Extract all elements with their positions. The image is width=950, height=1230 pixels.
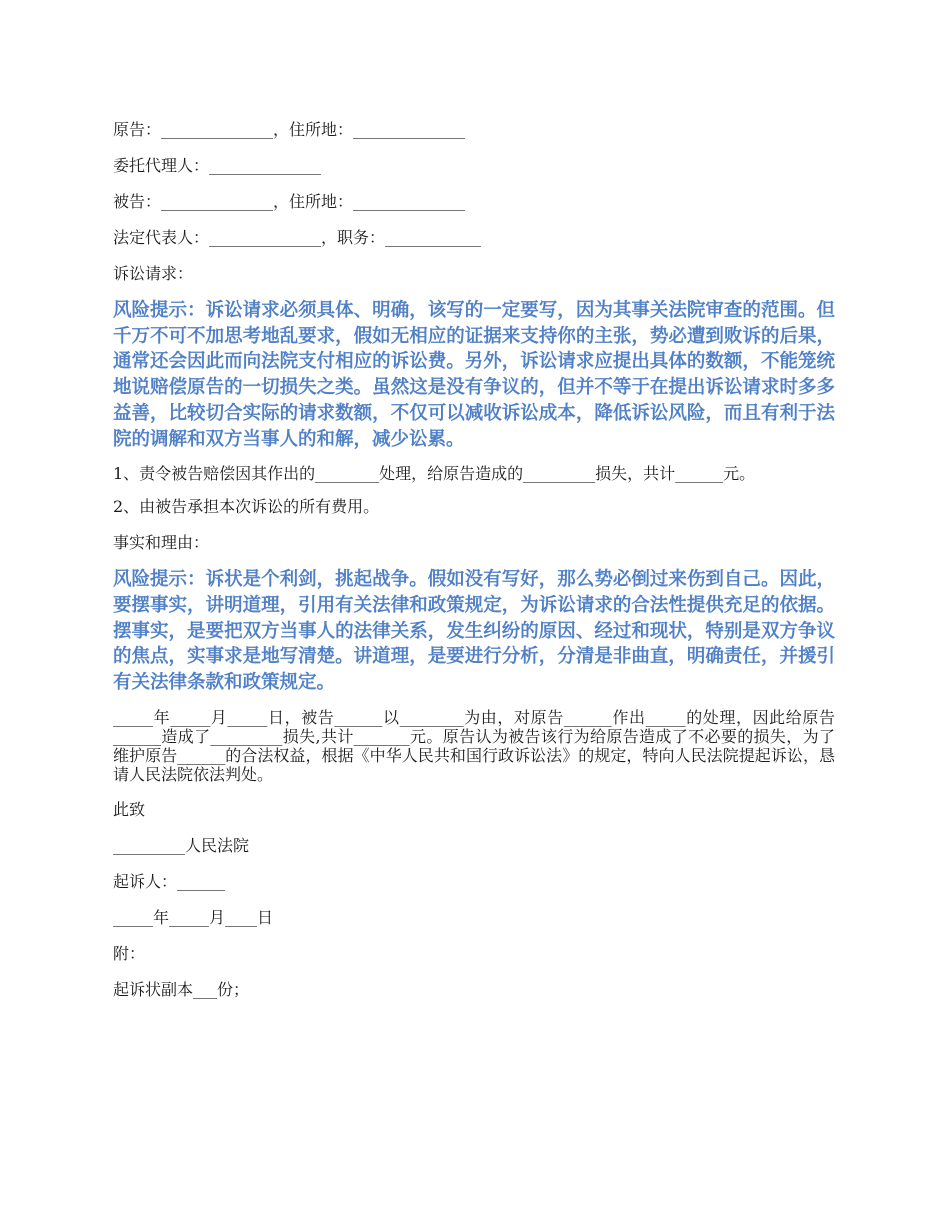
plaintiff-signature: 起诉人：______ bbox=[113, 871, 226, 891]
court-line: _________人民法院 bbox=[113, 835, 250, 855]
complaint-document bbox=[113, 118, 835, 1014]
claim-item-1: 1、责令被告赔偿因其作出的________处理，给原告造成的_________损失，共计______元。 bbox=[113, 464, 756, 484]
claim-item-2: 2、由被告承担本次诉讼的所有费用。 bbox=[113, 497, 380, 517]
attachment-heading: 附： bbox=[113, 943, 146, 963]
attachment-item-1: 起诉状副本___份； bbox=[113, 979, 250, 999]
defendant-line: 被告：______________，住所地：______________ bbox=[113, 192, 466, 211]
legal-rep-line: 法定代表人：______________，职务：____________ bbox=[113, 228, 482, 247]
salutation: 此致 bbox=[113, 799, 146, 819]
facts-body: _____年_____月_____日，被告______以________为由，对原告______作出_____的处理，因此给原告______造成了_________损失,共计_______元。原告认为被告该行为给原告造成了不必要的损失，为了维护原告______的合法权益，根据《中华人民共和国行政诉讼法》的规定，特向人民法院提起诉讼，恳请人民法院依法判处。 bbox=[113, 707, 835, 784]
date-line: _____年_____月____日 bbox=[113, 907, 274, 927]
risk-tip-claims: 风险提示：诉讼请求必须具体、明确，该写的一定要写，因为其事关法院审查的范围。但千万不可不加思考地乱要求，假如无相应的证据来支持你的主张，势必遭到败诉的后果，通常还会因此而向法院支付相应的诉讼费。另外，诉讼请求应提出具体的数额，不能笼统地说赔偿原告的一切损失之类。虽然这是没有争议的，但并不等于在提出诉讼请求时多多益善，比较切合实际的请求数额，不仅可以减收诉讼成本，降低诉讼风险，而且有利于法院的调解和双方当事人的和解，减少讼累。 bbox=[113, 300, 835, 450]
plaintiff-line: 原告：______________，住所地：______________ bbox=[113, 120, 466, 139]
claims-heading: 诉讼请求： bbox=[113, 264, 194, 283]
facts-heading: 事实和理由： bbox=[113, 533, 210, 553]
risk-tip-facts: 风险提示：诉状是个利剑，挑起战争。假如没有写好，那么势必倒过来伤到自己。因此，要摆事实，讲明道理，引用有关法律和政策规定，为诉讼请求的合法性提供充足的依据。摆事实，是要把双方当事人的法律关系，发生纠纷的原因、经过和现状，特别是双方争议的焦点，实事求是地写清楚。讲道理，是要进行分析，分清是非曲直，明确责任，并援引有关法律条款和政策规定。 bbox=[113, 569, 835, 694]
agent-line: 委托代理人：______________ bbox=[113, 156, 322, 175]
